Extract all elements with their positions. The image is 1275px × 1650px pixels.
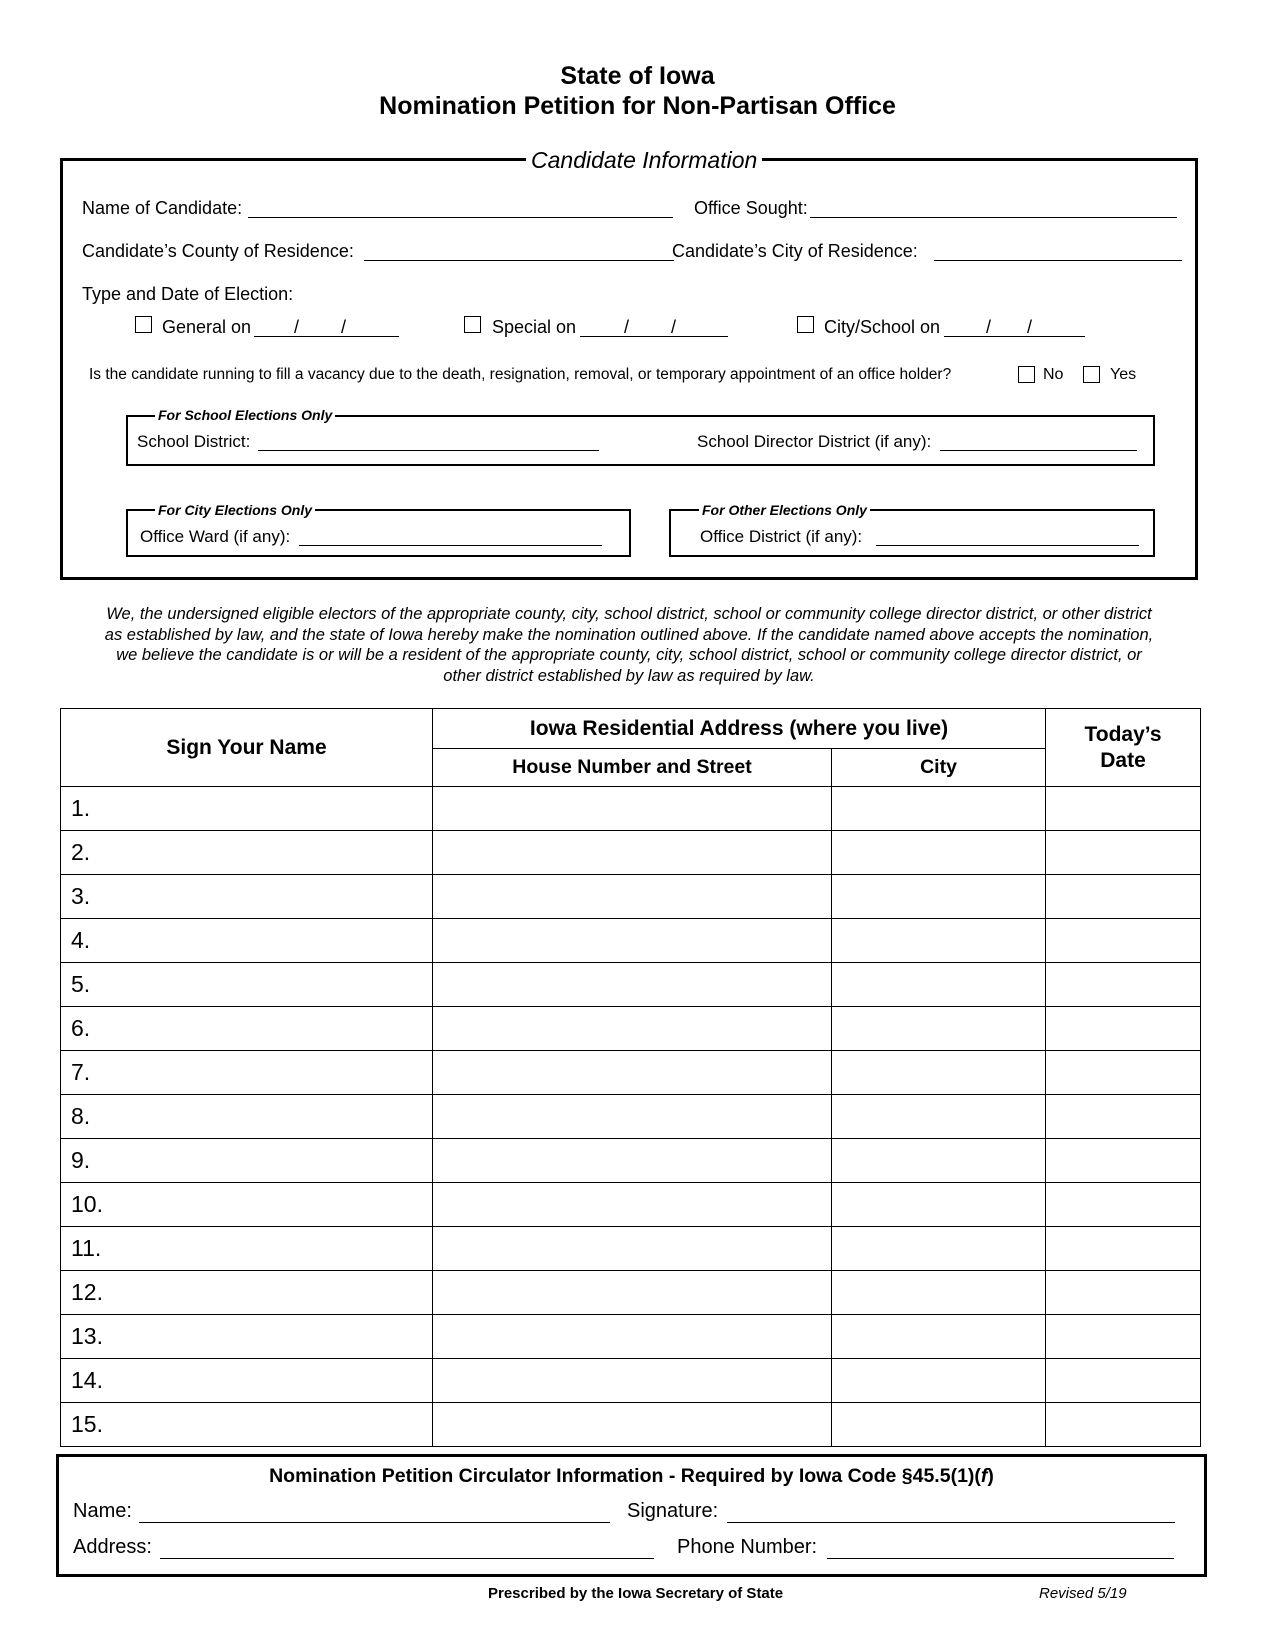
signature-cell[interactable] <box>61 1403 433 1447</box>
signature-row <box>61 1271 1201 1315</box>
date-cell[interactable] <box>1046 1227 1201 1271</box>
street-header: House Number and Street <box>433 749 832 787</box>
city-residence-label: Candidate’s City of Residence: <box>672 241 918 261</box>
row-number: 14. <box>71 1367 103 1393</box>
signature-cell[interactable] <box>61 1007 433 1051</box>
row-number: 1. <box>71 795 91 821</box>
row-number: 13. <box>71 1323 103 1349</box>
street-cell[interactable] <box>433 1315 832 1359</box>
general-election-label: General on <box>162 317 252 337</box>
circulator-phone-field[interactable] <box>827 1558 1174 1559</box>
signature-cell[interactable] <box>61 1271 433 1315</box>
vacancy-yes-label: Yes <box>1110 366 1137 383</box>
street-cell[interactable] <box>433 787 832 831</box>
city-cell[interactable] <box>832 1095 1046 1139</box>
county-residence-field[interactable] <box>364 260 674 261</box>
vacancy-question: Is the candidate running to fill a vacancy due to the death, resignation, removal, or temporary appointment of an office holder? <box>89 366 952 383</box>
special-election-label: Special on <box>492 317 577 337</box>
special-date-slash: / <box>624 317 630 337</box>
signature-cell[interactable] <box>61 1227 433 1271</box>
address-header: Iowa Residential Address (where you live) <box>433 709 1046 749</box>
office-sought-label: Office Sought: <box>694 198 808 218</box>
elector-statement-line: We, the undersigned eligible electors of the appropriate county, city, school district, school or community college director district, or other district <box>106 605 1152 623</box>
street-cell[interactable] <box>433 1183 832 1227</box>
city-header: City <box>832 749 1046 787</box>
signature-row <box>61 919 1201 963</box>
special-election-checkbox[interactable] <box>464 316 481 333</box>
sign-name-header: Sign Your Name <box>61 709 433 787</box>
signature-cell[interactable] <box>61 831 433 875</box>
city-cell[interactable] <box>832 1271 1046 1315</box>
office-ward-field[interactable] <box>299 545 602 546</box>
candidate-info-legend: Candidate Information <box>526 148 762 172</box>
row-number: 8. <box>71 1103 91 1129</box>
date-cell[interactable] <box>1046 963 1201 1007</box>
circulator-address-label: Address: <box>73 1536 152 1558</box>
city-cell[interactable] <box>832 787 1046 831</box>
date-cell[interactable] <box>1046 1359 1201 1403</box>
street-cell[interactable] <box>433 1227 832 1271</box>
elector-statement-line: other district established by law as required by law. <box>443 666 815 685</box>
date-cell[interactable] <box>1046 1315 1201 1359</box>
candidate-name-field[interactable] <box>248 217 673 218</box>
city-school-election-date-field[interactable] <box>944 336 1085 337</box>
general-election-date-field[interactable] <box>254 336 399 337</box>
date-cell[interactable] <box>1046 1139 1201 1183</box>
signature-cell[interactable] <box>61 1095 433 1139</box>
elector-statement-line: as established by law, and the state of Iowa hereby make the nomination outlined above. If the candidate named above accepts the nomination, <box>104 625 1154 644</box>
city-school-date-slash: / <box>986 317 992 337</box>
signature-row <box>61 1315 1201 1359</box>
special-election-date-field[interactable] <box>580 336 728 337</box>
signature-row <box>61 1095 1201 1139</box>
signature-row <box>61 1139 1201 1183</box>
elector-statement <box>60 604 1198 686</box>
row-number: 10. <box>71 1191 103 1217</box>
city-elections-legend: For City Elections Only <box>155 502 315 518</box>
signature-table <box>60 708 1201 1447</box>
street-cell[interactable] <box>433 963 832 1007</box>
todays-date-header-line2: Date <box>1100 748 1146 772</box>
street-cell[interactable] <box>433 1095 832 1139</box>
signature-row <box>61 1227 1201 1271</box>
date-cell[interactable] <box>1046 1051 1201 1095</box>
general-date-slash: / <box>294 317 300 337</box>
street-cell[interactable] <box>433 1139 832 1183</box>
row-number: 6. <box>71 1015 91 1041</box>
form-title-state: State of Iowa <box>560 62 715 90</box>
city-school-election-checkbox[interactable] <box>797 316 814 333</box>
date-cell[interactable] <box>1046 1271 1201 1315</box>
row-number: 4. <box>71 927 91 953</box>
candidate-name-label: Name of Candidate: <box>82 198 243 218</box>
general-date-slash: / <box>341 317 347 337</box>
office-sought-field[interactable] <box>810 217 1177 218</box>
signature-row <box>61 1403 1201 1447</box>
city-cell[interactable] <box>832 1359 1046 1403</box>
street-cell[interactable] <box>433 1007 832 1051</box>
signature-cell[interactable] <box>61 1183 433 1227</box>
general-election-checkbox[interactable] <box>135 316 152 333</box>
circulator-signature-field[interactable] <box>727 1522 1175 1523</box>
circulator-address-field[interactable] <box>160 1558 654 1559</box>
row-number: 7. <box>71 1059 91 1085</box>
election-type-label: Type and Date of Election: <box>82 284 294 304</box>
street-cell[interactable] <box>433 875 832 919</box>
office-district-field[interactable] <box>876 545 1139 546</box>
school-director-label: School Director District (if any): <box>697 432 932 451</box>
city-cell[interactable] <box>832 831 1046 875</box>
school-district-field[interactable] <box>258 450 599 451</box>
city-cell[interactable] <box>832 1315 1046 1359</box>
row-number: 2. <box>71 839 91 865</box>
street-cell[interactable] <box>433 831 832 875</box>
city-cell[interactable] <box>832 1139 1046 1183</box>
revision-date: Revised 5/19 <box>1039 1585 1127 1602</box>
office-ward-label: Office Ward (if any): <box>140 527 291 546</box>
signature-cell[interactable] <box>61 787 433 831</box>
signature-cell[interactable] <box>61 1139 433 1183</box>
city-cell[interactable] <box>832 1007 1046 1051</box>
vacancy-no-label: No <box>1043 366 1064 383</box>
signature-cell[interactable] <box>61 919 433 963</box>
street-cell[interactable] <box>433 1359 832 1403</box>
circulator-title-end: ) <box>987 1465 994 1487</box>
circulator-signature-label: Signature: <box>627 1500 719 1522</box>
signature-row <box>61 1359 1201 1403</box>
row-number: 15. <box>71 1411 103 1437</box>
date-cell[interactable] <box>1046 787 1201 831</box>
vacancy-yes-checkbox[interactable] <box>1083 366 1100 383</box>
signature-row <box>61 831 1201 875</box>
city-cell[interactable] <box>832 1227 1046 1271</box>
signature-row <box>61 1183 1201 1227</box>
signature-cell[interactable] <box>61 1051 433 1095</box>
city-residence-field[interactable] <box>934 260 1182 261</box>
street-cell[interactable] <box>433 919 832 963</box>
county-residence-label: Candidate’s County of Residence: <box>82 241 354 261</box>
signature-cell[interactable] <box>61 1359 433 1403</box>
circulator-name-label: Name: <box>73 1500 132 1522</box>
office-district-label: Office District (if any): <box>700 527 863 546</box>
date-cell[interactable] <box>1046 1095 1201 1139</box>
form-title: Nomination Petition for Non-Partisan Office <box>379 92 896 120</box>
circulator-name-field[interactable] <box>139 1522 610 1523</box>
row-number: 3. <box>71 883 91 909</box>
date-cell[interactable] <box>1046 875 1201 919</box>
circulator-title <box>56 1465 1207 1488</box>
circulator-phone-label: Phone Number: <box>677 1536 818 1558</box>
date-cell[interactable] <box>1046 1007 1201 1051</box>
row-number: 12. <box>71 1279 103 1305</box>
date-cell[interactable] <box>1046 1403 1201 1447</box>
signature-row <box>61 875 1201 919</box>
row-number: 11. <box>71 1235 102 1261</box>
signature-row <box>61 1051 1201 1095</box>
city-school-election-label: City/School on <box>824 317 941 337</box>
city-school-date-slash: / <box>1027 317 1033 337</box>
elector-statement-line: we believe the candidate is or will be a resident of the appropriate county, city, school district, school or community college director district, or <box>116 646 1142 664</box>
todays-date-header <box>1046 709 1201 787</box>
circulator-title-text: Nomination Petition Circulator Information - Required by Iowa Code §45.5(1)( <box>269 1465 981 1487</box>
vacancy-no-checkbox[interactable] <box>1018 366 1035 383</box>
date-cell[interactable] <box>1046 1183 1201 1227</box>
city-cell[interactable] <box>832 1051 1046 1095</box>
city-cell[interactable] <box>832 875 1046 919</box>
city-cell[interactable] <box>832 963 1046 1007</box>
row-number: 5. <box>71 971 91 997</box>
city-cell[interactable] <box>832 1403 1046 1447</box>
signature-cell[interactable] <box>61 1315 433 1359</box>
special-date-slash: / <box>671 317 677 337</box>
prescribed-note: Prescribed by the Iowa Secretary of State <box>488 1585 784 1602</box>
other-elections-legend: For Other Elections Only <box>699 502 870 518</box>
row-number: 9. <box>71 1147 91 1173</box>
date-cell[interactable] <box>1046 919 1201 963</box>
school-district-label: School District: <box>137 432 251 451</box>
street-cell[interactable] <box>433 1403 832 1447</box>
city-cell[interactable] <box>832 919 1046 963</box>
date-cell[interactable] <box>1046 831 1201 875</box>
signature-cell[interactable] <box>61 963 433 1007</box>
todays-date-header-line1: Today’s <box>1084 722 1162 746</box>
school-elections-legend: For School Elections Only <box>155 407 335 423</box>
street-cell[interactable] <box>433 1271 832 1315</box>
city-cell[interactable] <box>832 1183 1046 1227</box>
signature-row <box>61 963 1201 1007</box>
signature-row <box>61 1007 1201 1051</box>
signature-row <box>61 787 1201 831</box>
circulator-title-italic: f <box>980 1465 988 1487</box>
signature-cell[interactable] <box>61 875 433 919</box>
school-director-field[interactable] <box>940 450 1137 451</box>
street-cell[interactable] <box>433 1051 832 1095</box>
